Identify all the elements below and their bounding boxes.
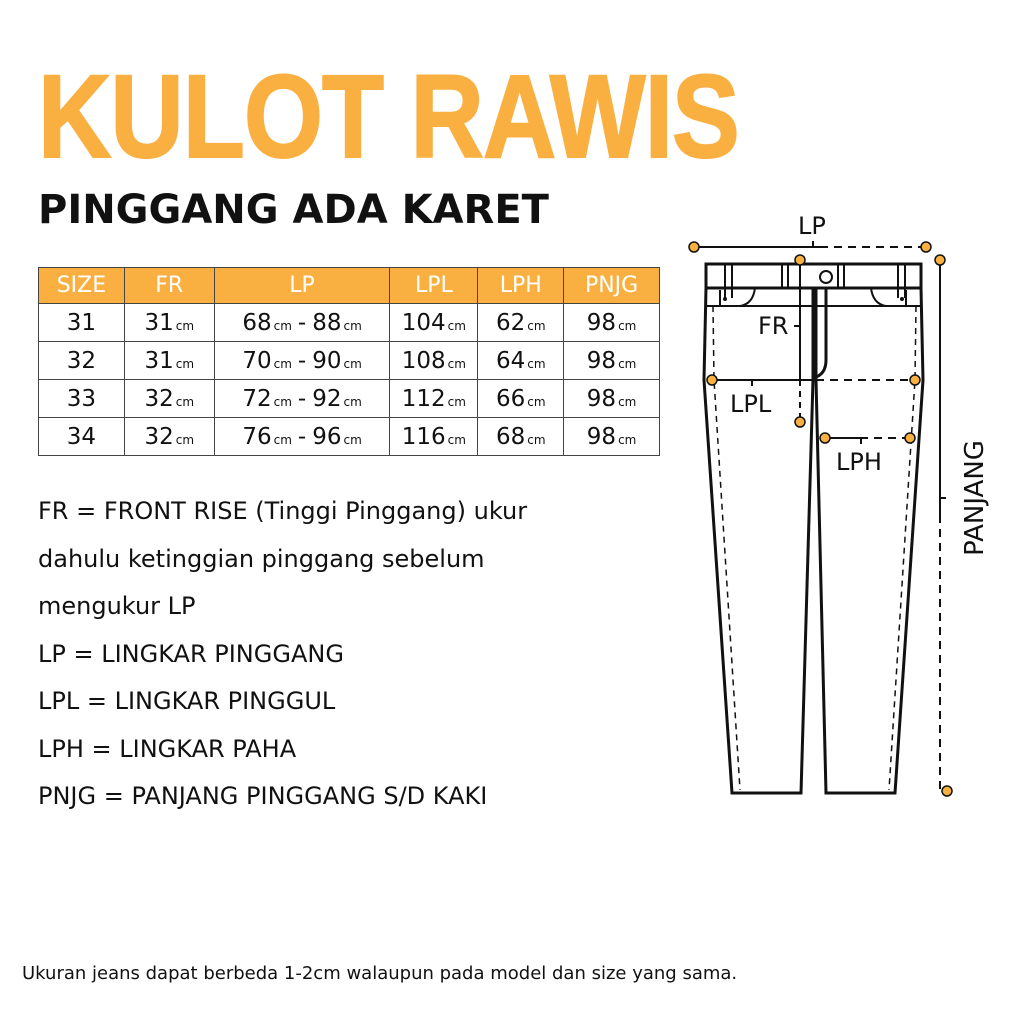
cell-fr bbox=[124, 304, 214, 342]
disclaimer-note: Ukuran jeans dapat berbeda 1-2cm walaupun pada model dan size yang sama. bbox=[22, 963, 738, 984]
cell-value-min: 72 bbox=[242, 385, 272, 412]
cell-lph bbox=[478, 304, 564, 342]
cell-lp bbox=[214, 418, 390, 456]
unit-label: cm bbox=[273, 432, 292, 447]
legend-line: LPL = LINGKAR PINGGUL bbox=[38, 687, 336, 715]
cell-fr bbox=[124, 342, 214, 380]
unit-label: cm bbox=[343, 394, 362, 409]
diagram-label-lph: LPH bbox=[836, 448, 882, 476]
cell-value: 31 bbox=[66, 309, 97, 336]
cell-value: 98 bbox=[586, 385, 617, 412]
cell-value: 32 bbox=[66, 347, 97, 374]
column-header-lph: LPH bbox=[478, 268, 564, 304]
table-row bbox=[39, 304, 660, 342]
unit-label: cm bbox=[447, 432, 466, 447]
diagram-label-lpl: LPL bbox=[730, 390, 772, 418]
column-header-fr: FR bbox=[124, 268, 214, 304]
diagram-label-panjang: PANJANG bbox=[959, 440, 990, 556]
cell-lpl bbox=[390, 342, 478, 380]
unit-label: cm bbox=[618, 318, 637, 333]
cell-lpl bbox=[390, 304, 478, 342]
unit-label: cm bbox=[527, 394, 546, 409]
range-separator: - bbox=[297, 309, 307, 336]
unit-label: cm bbox=[343, 318, 362, 333]
page-title: KULOT RAWIS bbox=[38, 51, 739, 183]
unit-label: cm bbox=[175, 356, 195, 371]
cell-lp bbox=[214, 380, 390, 418]
range-separator: - bbox=[297, 423, 307, 450]
column-header-lp: LP bbox=[214, 268, 390, 304]
unit-label: cm bbox=[273, 318, 292, 333]
cell-lp bbox=[214, 304, 390, 342]
cell-pnjg bbox=[564, 342, 660, 380]
legend-line: LPH = LINGKAR PAHA bbox=[38, 734, 297, 763]
pants-measurement-diagram bbox=[680, 200, 1024, 820]
column-header-pnjg: PNJG bbox=[564, 268, 660, 304]
unit-label: cm bbox=[527, 356, 546, 371]
cell-value: 31 bbox=[144, 309, 174, 336]
cell-value: 98 bbox=[586, 423, 617, 450]
cell-value: 32 bbox=[144, 385, 174, 412]
table-row bbox=[39, 342, 660, 380]
cell-value: 104 bbox=[401, 309, 446, 336]
unit-label: cm bbox=[447, 394, 466, 409]
size-chart-table bbox=[38, 267, 660, 456]
cell-value: 98 bbox=[586, 309, 617, 336]
cell-value: 66 bbox=[495, 385, 526, 412]
cell-size bbox=[39, 342, 125, 380]
abbreviation-legend bbox=[38, 488, 527, 821]
cell-value: 68 bbox=[495, 423, 526, 450]
cell-value: 34 bbox=[66, 423, 97, 450]
cell-lpl bbox=[390, 380, 478, 418]
table-row bbox=[39, 418, 660, 456]
unit-label: cm bbox=[527, 318, 546, 333]
cell-lph bbox=[478, 418, 564, 456]
cell-value: 98 bbox=[586, 347, 617, 374]
cell-fr bbox=[124, 380, 214, 418]
cell-value-min: 70 bbox=[242, 347, 272, 374]
cell-value-max: 90 bbox=[312, 347, 342, 374]
legend-line: mengukur LP bbox=[38, 592, 196, 620]
cell-lpl bbox=[390, 418, 478, 456]
column-header-lpl: LPL bbox=[390, 268, 478, 304]
cell-value: 62 bbox=[495, 309, 526, 336]
range-separator: - bbox=[297, 385, 307, 412]
cell-size bbox=[39, 304, 125, 342]
cell-value-max: 92 bbox=[312, 385, 342, 412]
diagram-label-fr: FR bbox=[758, 312, 789, 340]
cell-pnjg bbox=[564, 304, 660, 342]
unit-label: cm bbox=[447, 318, 466, 333]
cell-fr bbox=[124, 418, 214, 456]
cell-value: 112 bbox=[401, 385, 446, 412]
legend-line: PNJG = PANJANG PINGGANG S/D KAKI bbox=[38, 782, 488, 810]
cell-lph bbox=[478, 342, 564, 380]
unit-label: cm bbox=[618, 356, 637, 371]
cell-value: 32 bbox=[144, 423, 174, 450]
table-row bbox=[39, 380, 660, 418]
unit-label: cm bbox=[175, 318, 195, 333]
unit-label: cm bbox=[175, 394, 195, 409]
legend-line: dahulu ketinggian pinggang sebelum bbox=[38, 544, 485, 573]
unit-label: cm bbox=[175, 432, 195, 447]
cell-lph bbox=[478, 380, 564, 418]
unit-label: cm bbox=[343, 356, 362, 371]
cell-value-max: 96 bbox=[312, 423, 342, 450]
cell-value: 33 bbox=[66, 385, 97, 412]
unit-label: cm bbox=[273, 394, 292, 409]
cell-size bbox=[39, 418, 125, 456]
unit-label: cm bbox=[618, 432, 637, 447]
cell-value-max: 88 bbox=[312, 309, 342, 336]
unit-label: cm bbox=[273, 356, 292, 371]
column-header-size: SIZE bbox=[39, 268, 125, 304]
diagram-label-lp: LP bbox=[798, 212, 826, 240]
cell-value: 64 bbox=[495, 347, 526, 374]
cell-value-min: 76 bbox=[242, 423, 272, 450]
unit-label: cm bbox=[618, 394, 637, 409]
cell-size bbox=[39, 380, 125, 418]
cell-lp bbox=[214, 342, 390, 380]
cell-value: 31 bbox=[144, 347, 174, 374]
table-header-row bbox=[39, 268, 660, 304]
cell-pnjg bbox=[564, 380, 660, 418]
cell-value: 108 bbox=[401, 347, 446, 374]
unit-label: cm bbox=[343, 432, 362, 447]
cell-value-min: 68 bbox=[242, 309, 272, 336]
legend-line: FR = FRONT RISE (Tinggi Pinggang) ukur bbox=[38, 497, 528, 525]
cell-value: 116 bbox=[401, 423, 446, 450]
unit-label: cm bbox=[527, 432, 546, 447]
legend-line: LP = LINGKAR PINGGANG bbox=[38, 639, 344, 668]
cell-pnjg bbox=[564, 418, 660, 456]
unit-label: cm bbox=[447, 356, 466, 371]
page-subtitle: PINGGANG ADA KARET bbox=[38, 187, 549, 233]
range-separator: - bbox=[297, 347, 307, 374]
